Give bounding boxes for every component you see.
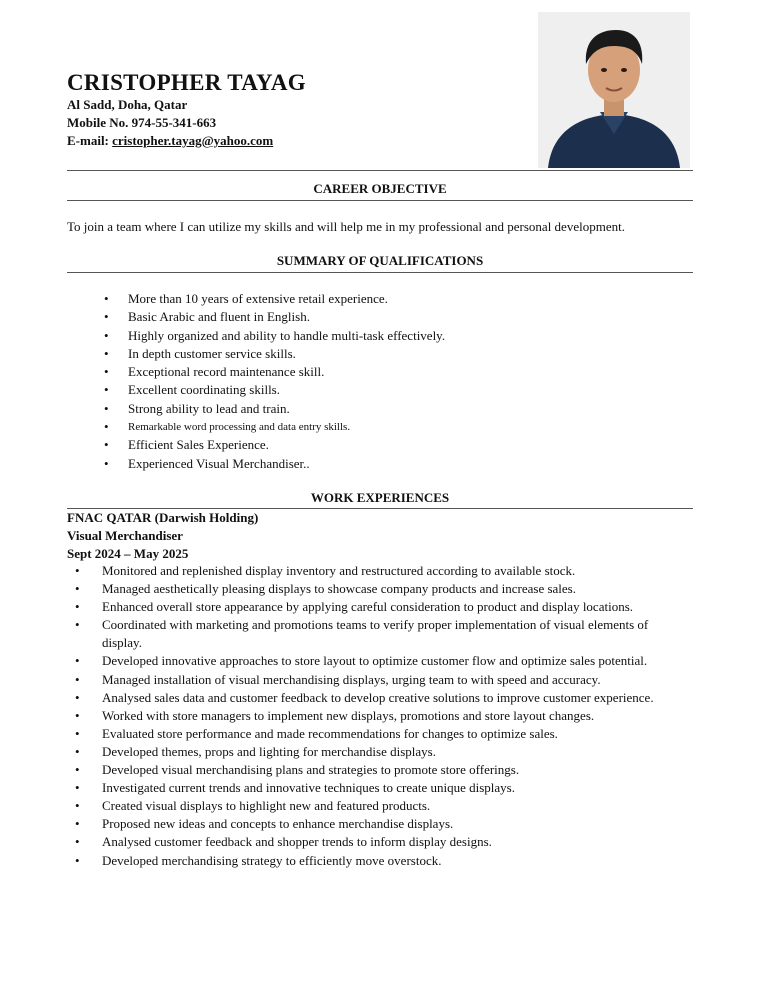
list-item: • Analysed sales data and customer feedback to develop creative solutions to improve customer experience. <box>75 689 685 707</box>
list-item: • Evaluated store performance and made recommendations for changes to optimize sales. <box>75 725 685 743</box>
job-header <box>67 509 258 563</box>
mobile-number: Mobile No. 974-55-341-663 <box>67 115 217 130</box>
list-item: • Managed aesthetically pleasing displays to showcase company products and increase sales. <box>75 580 685 598</box>
list-item: • Strong ability to lead and train. <box>100 400 445 418</box>
career-objective-underline <box>67 200 693 201</box>
list-item: • Worked with store managers to implement new displays, promotions and store layout changes. <box>75 707 685 725</box>
email-link[interactable]: cristopher.tayag@yahoo.com <box>112 133 274 148</box>
list-item: • Created visual displays to highlight new and featured products. <box>75 797 685 815</box>
email-label: E-mail: <box>67 133 113 148</box>
work-experiences-heading: WORK EXPERIENCES <box>310 490 450 505</box>
list-item: • Proposed new ideas and concepts to enhance merchandise displays. <box>75 815 685 833</box>
list-item: • Developed themes, props and lighting for merchandise displays. <box>75 743 685 761</box>
list-item: • Managed installation of visual merchandising displays, urging team to with speed and accuracy. <box>75 671 685 689</box>
contact-block <box>67 96 273 150</box>
list-item: • Excellent coordinating skills. <box>100 381 445 399</box>
career-objective-text: To join a team where I can utilize my skills and will help me in my professional and personal development. <box>67 219 625 234</box>
address: Al Sadd, Doha, Qatar <box>67 97 188 112</box>
list-item: • Remarkable word processing and data entry skills. <box>100 418 445 436</box>
qualifications-list <box>100 290 445 473</box>
candidate-name: CRISTOPHER TAYAG <box>67 70 306 95</box>
list-item: • Developed visual merchandising plans and strategies to promote store offerings. <box>75 761 685 779</box>
list-item: • More than 10 years of extensive retail experience. <box>100 290 445 308</box>
list-item: • Efficient Sales Experience. <box>100 436 445 454</box>
list-item: • Developed merchandising strategy to efficiently move overstock. <box>75 852 685 870</box>
list-item: • Monitored and replenished display inventory and restructured according to available stock. <box>75 562 685 580</box>
list-item: • Enhanced overall store appearance by applying careful consideration to product and display locations. <box>75 598 685 616</box>
header-divider <box>67 170 693 171</box>
list-item: • Developed innovative approaches to store layout to optimize customer flow and optimize sales potential. <box>75 652 685 670</box>
list-item: • Basic Arabic and fluent in English. <box>100 308 445 326</box>
company-name: FNAC QATAR (Darwish Holding) <box>67 510 259 525</box>
email-line <box>67 132 273 150</box>
list-item: • Analysed customer feedback and shopper trends to inform display designs. <box>75 833 685 851</box>
qualifications-underline <box>67 272 693 273</box>
person-portrait-icon <box>538 12 690 168</box>
list-item: • Coordinated with marketing and promotions teams to verify proper implementation of visual elements of display. <box>75 616 685 652</box>
duties-list <box>75 562 685 870</box>
employment-dates: Sept 2024 – May 2025 <box>67 546 189 561</box>
list-item: • Experienced Visual Merchandiser.. <box>100 455 445 473</box>
list-item: • Exceptional record maintenance skill. <box>100 363 445 381</box>
job-title: Visual Merchandiser <box>67 528 183 543</box>
career-objective-heading: CAREER OBJECTIVE <box>313 181 447 196</box>
qualifications-heading: SUMMARY OF QUALIFICATIONS <box>276 253 484 268</box>
list-item: • Investigated current trends and innovative techniques to create unique displays. <box>75 779 685 797</box>
profile-photo <box>538 12 690 168</box>
list-item: • Highly organized and ability to handle multi-task effectively. <box>100 327 445 345</box>
list-item: • In depth customer service skills. <box>100 345 445 363</box>
